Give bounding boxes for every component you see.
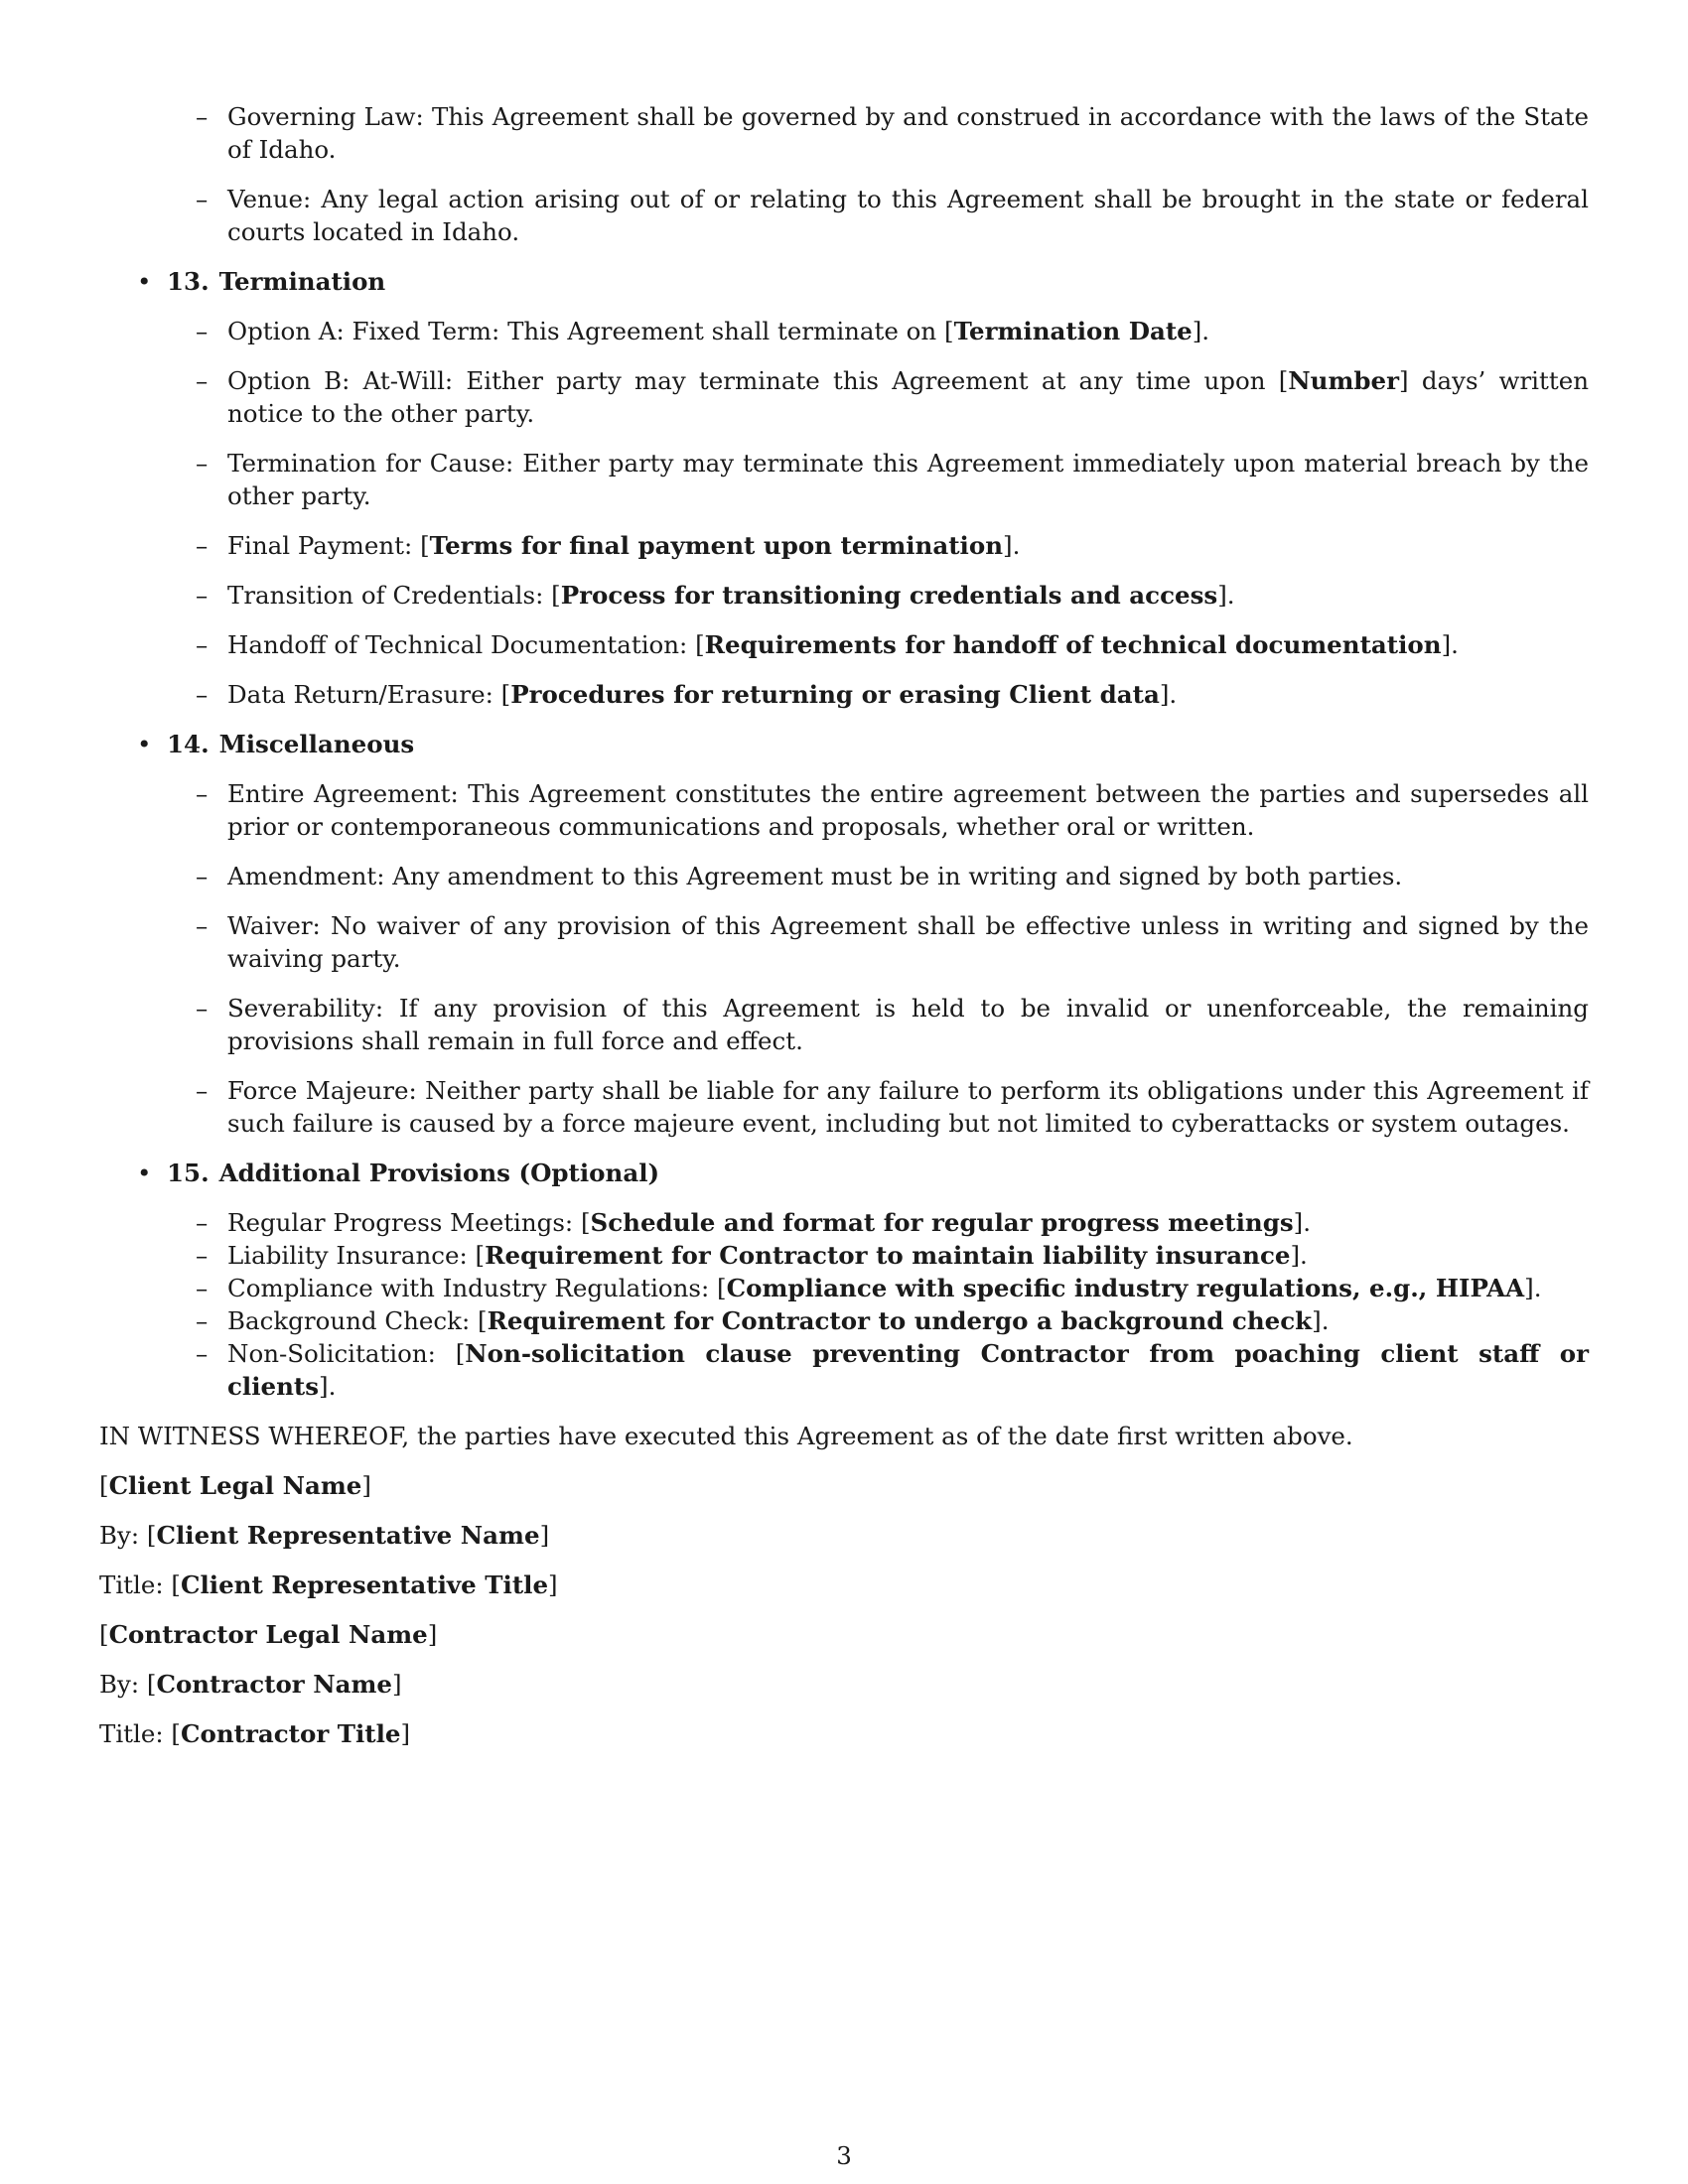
witness-statement: IN WITNESS WHEREOF, the parties have executed this Agreement as of the date first written above. — [99, 1422, 1353, 1450]
list-item: – Compliance with Industry Regulations: [Compliance with specific industry regulations, e.g., HIPAA]. — [196, 1274, 1542, 1302]
list-item: – Regular Progress Meetings: [Schedule and format for regular progress meetings]. — [196, 1208, 1312, 1237]
list-item: – Waiver: No waiver of any provision of this Agreement shall be effective unless in writing and signed by the waiving party. — [196, 911, 1589, 973]
list-item: – Option A: Fixed Term: This Agreement shall terminate on [Termination Date]. — [196, 317, 1210, 345]
signature-block — [99, 1469, 1589, 1750]
list-item: – Governing Law: This Agreement shall be governed by and construed in accordance with the laws of the State of Idaho. — [196, 102, 1589, 164]
section-14-heading: • 14. Miscellaneous — [137, 730, 415, 758]
list-item: – Data Return/Erasure: [Procedures for returning or erasing Client data]. — [196, 680, 1178, 709]
list-item: – Entire Agreement: This Agreement constitutes the entire agreement between the parties and supersedes all prior or contemporaneous communications and proposals, whether oral or written. — [196, 779, 1589, 841]
list-item: – Force Majeure: Neither party shall be liable for any failure to perform its obligations under this Agreement if such failure is caused by a force majeure event, including but not limited to cyberattacks or system outages. — [196, 1076, 1589, 1138]
contractor-name-line: By: [Contractor Name] — [99, 1670, 402, 1699]
section-13-heading: • 13. Termination — [137, 267, 386, 296]
section-15-heading: • 15. Additional Provisions (Optional) — [137, 1159, 660, 1187]
list-item: – Severability: If any provision of this Agreement is held to be invalid or unenforceable, the remaining provisions shall remain in full force and effect. — [196, 994, 1589, 1055]
list-item: – Background Check: [Requirement for Contractor to undergo a background check]. — [196, 1306, 1330, 1335]
client-legal-name: [Client Legal Name] — [99, 1471, 371, 1500]
section-15-list — [99, 1206, 1589, 1403]
list-item: – Option B: At-Will: Either party may terminate this Agreement at any time upon [Number] days’ written notice to the other party. — [196, 366, 1589, 428]
section-12-list — [99, 100, 1589, 248]
list-item: – Venue: Any legal action arising out of or relating to this Agreement shall be brought in the state or federal courts located in Idaho. — [196, 185, 1589, 246]
list-item: – Liability Insurance: [Requirement for Contractor to maintain liability insurance]. — [196, 1241, 1308, 1270]
section-14-list — [99, 777, 1589, 1140]
list-item: – Final Payment: [Terms for final payment upon termination]. — [196, 531, 1021, 560]
list-item: – Termination for Cause: Either party may terminate this Agreement immediately upon material breach by the other party. — [196, 449, 1589, 510]
contractor-title-line: Title: [Contractor Title] — [99, 1719, 411, 1748]
client-rep-title-line: Title: [Client Representative Title] — [99, 1570, 558, 1599]
list-item: – Transition of Credentials: [Process for transitioning credentials and access]. — [196, 581, 1235, 610]
page-number: 3 — [836, 2141, 852, 2170]
section-13-list — [99, 315, 1589, 711]
list-item: – Non-Solicitation: [Non-solicitation clause preventing Contractor from poaching client staff or clients]. — [196, 1339, 1589, 1401]
contractor-legal-name: [Contractor Legal Name] — [99, 1620, 438, 1649]
client-rep-name-line: By: [Client Representative Name] — [99, 1521, 550, 1550]
document-body — [99, 100, 1589, 1767]
list-item: – Handoff of Technical Documentation: [Requirements for handoff of technical documentation]. — [196, 630, 1459, 659]
list-item: – Amendment: Any amendment to this Agreement must be in writing and signed by both parties. — [196, 862, 1403, 890]
